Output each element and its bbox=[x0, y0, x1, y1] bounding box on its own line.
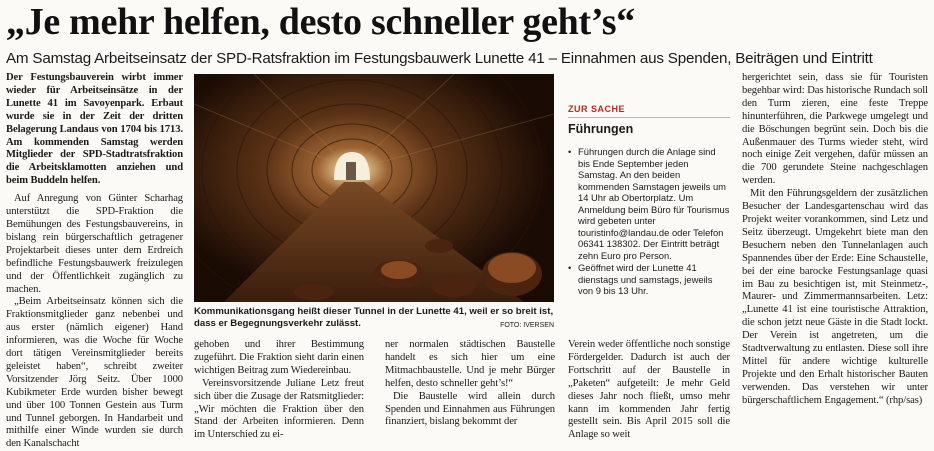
paragraph: Vereinsvorsitzende Juliane Letz freut sich über die Zusage der Ratsmitglieder: „Wir möchten die Fraktion über den Stand der Arbeiten informieren. Denn im Unterschied zu ei- bbox=[194, 377, 364, 441]
tunnel-photo bbox=[194, 74, 554, 302]
bullet-icon: • bbox=[568, 262, 572, 273]
paragraph: Die Baustelle wird allein durch Spenden und Einnahmen aus Führungen finanziert, bislang bekommt der bbox=[385, 390, 555, 428]
paragraph: „Beim Arbeitseinsatz können sich die Fraktionsmitglieder ganz nebenbei und aus erster (nämlich eigener) Hand informieren, was die Woche für Woche dort tätigen Vereinsmitglieder bereits geleistet haben“, schreibt zweiter Vorsitzender Jörg Seitz. Über 1000 Kubikmeter Erde wurden bisher bewegt und über 100 Tonnen Gestein aus Turm und Tunnel geborgen. In Handarbeit und mithilfe einer Winde wurden sie durch den Kanalschacht bbox=[6, 296, 183, 450]
info-box bbox=[568, 74, 730, 298]
bullet-icon: • bbox=[568, 146, 572, 157]
photo-credit: FOTO: IVERSEN bbox=[500, 322, 554, 329]
caption-text: Kommunikationsgang heißt dieser Tunnel in der Lunette 41, weil er so breit ist, dass er Begegnungsverkehr zulässt. bbox=[194, 306, 554, 329]
info-box-item-text: Geöffnet wird der Lunette 41 dienstags und samstags, jeweils von 9 bis 13 Uhr. bbox=[578, 262, 713, 296]
paragraph: hergerichtet sein, dass sie für Touristen begehbar wird: Das historische Rundach soll den Turm zieren, eine feste Treppe hinunterführen, die Parkwege umgelegt und die Böschungen begrünt sein. Doch bis die Außenmauer des Turms wieder steht, wird noch einige Zeit vergehen, dafür müssen an die 700 gerundete Steine nachgeschlagen werden. bbox=[742, 72, 928, 187]
info-box-item bbox=[568, 146, 730, 261]
paragraph: Auf Anregung von Günter Scharhag unterstützt die SPD-Fraktion die Bemühungen des Festungsbauvereins, in bislang rein bürgerschaftlich getragener Projektarbeit dieses unter dem Erdreich befindliche Festungsbauwerk freizulegen und der Öffentlichkeit zugänglich zu machen. bbox=[6, 193, 183, 295]
info-box-kicker: ZUR SACHE bbox=[568, 104, 626, 114]
photo-caption bbox=[194, 306, 554, 332]
info-box-title: Führungen bbox=[568, 122, 634, 136]
article-column-1 bbox=[6, 72, 183, 451]
article-column-2 bbox=[194, 339, 364, 442]
article-column-4 bbox=[568, 339, 730, 442]
paragraph: Verein weder öffentliche noch sonstige Fördergelder. Dadurch ist auch der Fortschritt auf der Baustelle in „Paketen“ aufgeteilt: Je mehr Geld dieses Jahr noch fließt, umso mehr kann im kommenden Jahr fertig gestellt sein. Bis April 2015 soll die Anlage so weit bbox=[568, 339, 730, 441]
paragraph: Mit den Führungsgeldern der zusätzlichen Besucher der Landesgartenschau wird das Projekt weiter vorankommen, sind Letz und Seitz überzeugt. Umgekehrt biete man den Besuchern neben den Tunnelanlagen auch Spannendes über der Erde: Eine Schaustelle, bei der eine barocke Festungsanlage quasi im Bau zu besichtigen ist, mit Steinmetz-, Maurer- und Zimmermannsarbeiten. Letz: „Lunette 41 ist eine touristische Attraktion, die schon jetzt neue Gäste in die Stadt lockt. Der Verein ist angetreten, um die Stadtverwaltung zu entlasten. Diese soll ihre Mittel für andere wichtige kulturelle Projekte und den Erhalt historischer Bauten verwenden. Das verstehen wir unter bürgerschaftlichem Engagement.“ (rhp/sas) bbox=[742, 188, 928, 406]
article-headline: „Je mehr helfen, desto schneller geht’s“ bbox=[6, 1, 635, 43]
info-box-item bbox=[568, 262, 730, 297]
divider bbox=[568, 117, 730, 118]
article-subhead: Am Samstag Arbeitseinsatz der SPD-Ratsfraktion im Festungsbauwerk Lunette 41 – Einnahmen aus Spenden, Beiträgen und Eintritt bbox=[6, 50, 873, 67]
article-lead: Der Festungsbauverein wirbt immer wieder für Arbeitseinsätze in der Lunette 41 im Savoyenpark. Erbaut wurde sie in der Zeit der dritten Belagerung Landaus von 1704 bis 1713. Am kommenden Samstag werden Mitglieder der SPD-Stadtratsfraktion die Arbeitsklamotten anziehen und beim Buddeln helfen. bbox=[6, 72, 183, 187]
info-box-item-text: Führungen durch die Anlage sind bis Ende September jeden Samstag. An den beiden kommenden Samstagen jeweils um 14 Uhr ab Obertorplatz. Um Anmeldung beim Büro für Tourismus wird gebeten unter touristinfo@landau.de oder Telefon 06341 138302. Der Eintritt beträgt zehn Euro pro Person. bbox=[578, 146, 730, 261]
article-column-3 bbox=[385, 339, 555, 429]
paragraph: gehoben und ihrer Bestimmung zugeführt. Die Fraktion sieht darin einen wichtigen Beitrag zum Wiedereinbau. bbox=[194, 339, 364, 376]
paragraph: ner normalen städtischen Baustelle handelt es sich hier um eine Mitmachbaustelle. Und je mehr Bürger helfen, desto schneller geht’s!“ bbox=[385, 339, 555, 389]
article-column-5 bbox=[742, 72, 928, 408]
